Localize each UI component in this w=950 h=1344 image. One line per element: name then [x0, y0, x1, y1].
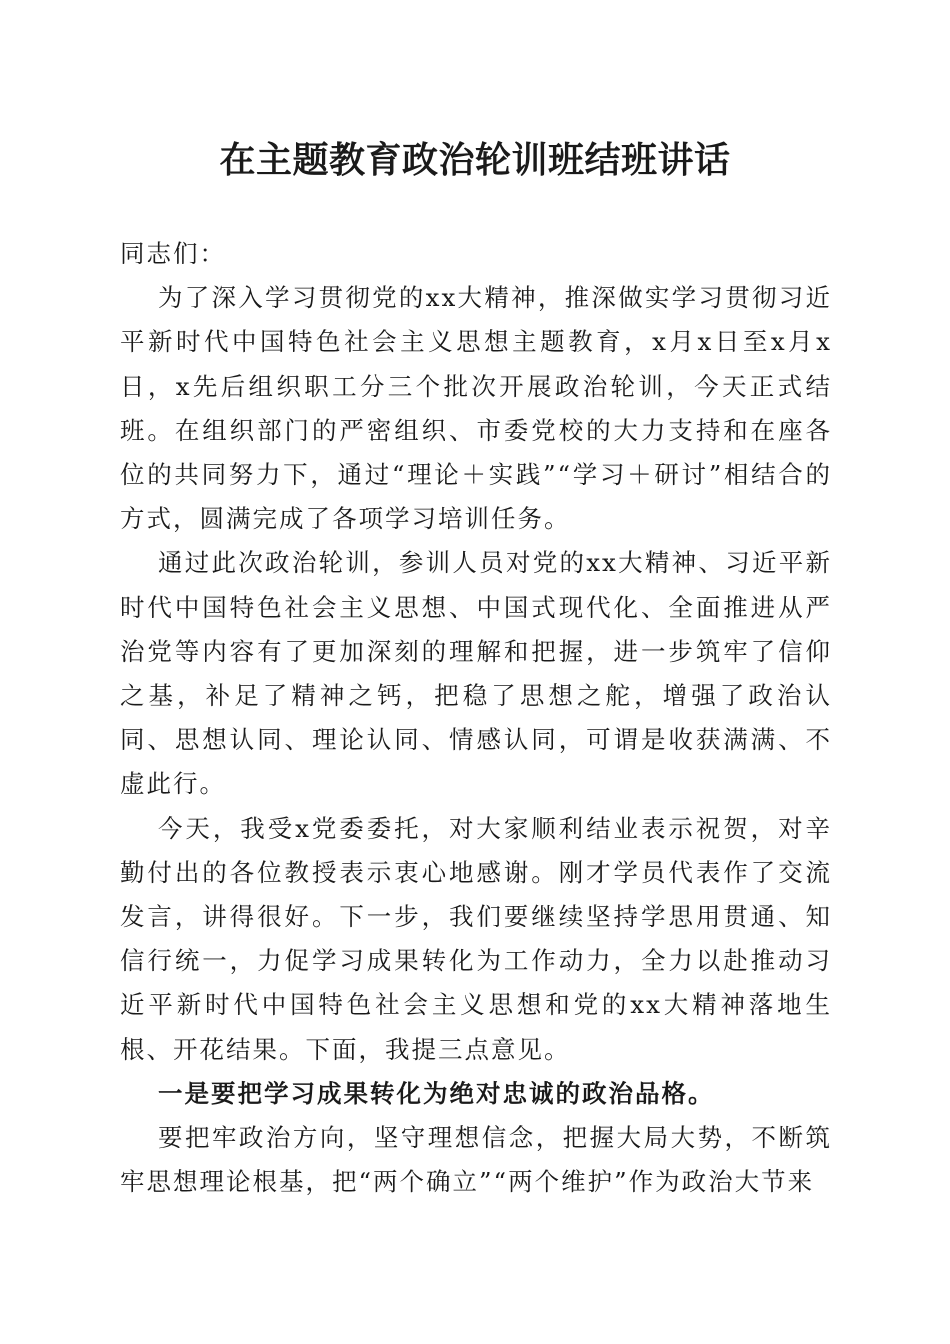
paragraph-1: 为了深入学习贯彻党的xx大精神，推深做实学习贯彻习近平新时代中国特色社会主义思想主题教育，x月x日至x月x日，x先后组织职工分三个批次开展政治轮训，今天正式结班。在组织部门的严密组织、市委党校的大力支持和在座各位的共同努力下，通过“理论＋实践”“学习＋研讨”相结合的方式，圆满完成了各项学习培训任务。 — [120, 283, 832, 534]
paragraph-2: 通过此次政治轮训，参训人员对党的xx大精神、习近平新时代中国特色社会主义思想、中国式现代化、全面推进从严治党等内容有了更加深刻的理解和把握，进一步筑牢了信仰之基，补足了精神之钙，把稳了思想之舵，增强了政治认同、思想认同、理论认同、情感认同，可谓是收获满满、不虚此行。 — [120, 548, 832, 799]
salutation: 同志们： — [120, 239, 226, 268]
section-paragraph: 要把牢政治方向，坚守理想信念，把握大局大势，不断筑牢思想理论根基，把“两个确立”“两个维护”作为政治大节来 — [120, 1123, 832, 1197]
paragraph-3: 今天，我受x党委委托，对大家顺利结业表示祝贺，对辛勤付出的各位教授表示衷心地感谢。刚才学员代表作了交流发言，讲得很好。下一步，我们要继续坚持学思用贯通、知信行统一，力促学习成果转化为工作动力，全力以赴推动习近平新时代中国特色社会主义思想和党的xx大精神落地生根、开花结果。下面，我提三点意见。 — [120, 813, 832, 1064]
section-heading: 一是要把学习成果转化为绝对忠诚的政治品格。 — [158, 1078, 715, 1108]
document-body — [120, 232, 832, 1204]
document-title: 在主题教育政治轮训班结班讲话 — [219, 139, 731, 181]
